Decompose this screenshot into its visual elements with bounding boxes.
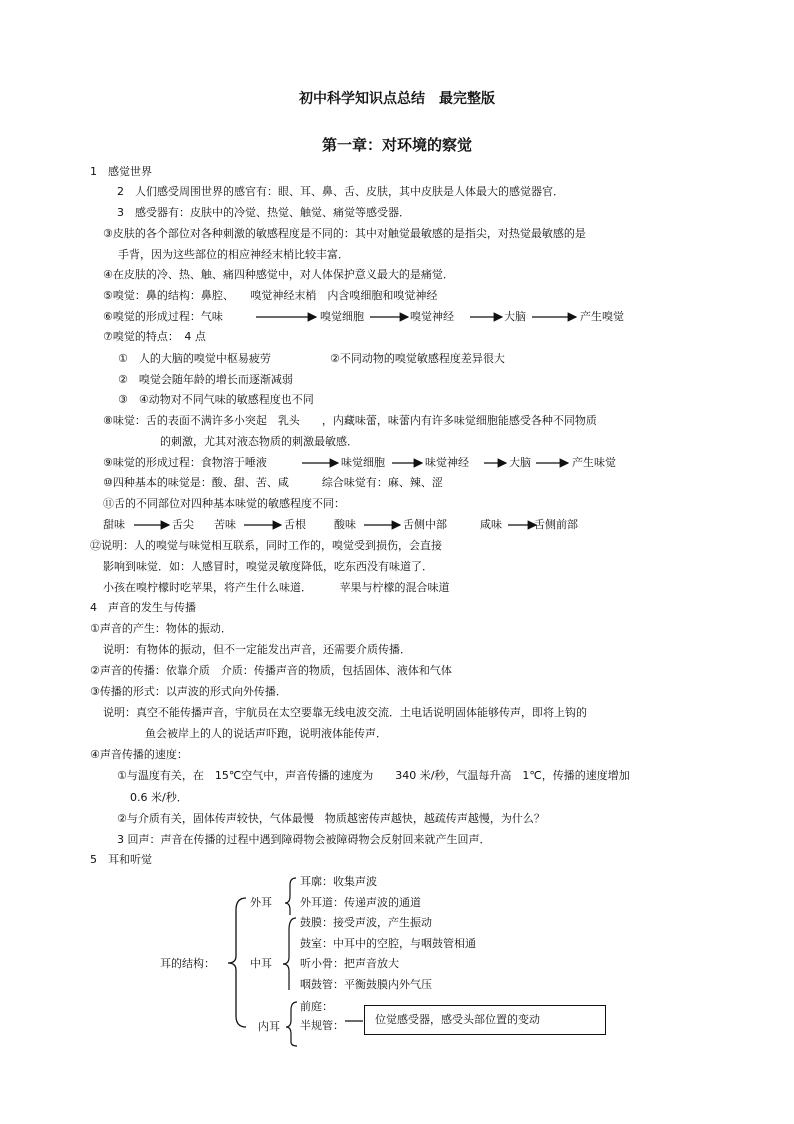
text-line: ⑤嗅觉：鼻的结构：鼻腔、 嗅觉神经末梢 内含嗅细胞和嗅觉神经 xyxy=(103,289,438,302)
text-line: ⑪舌的不同部位对四种基本味觉的敏感程度不同： xyxy=(103,497,345,510)
text-line: ① 人的大脑的嗅觉中枢易疲劳 xyxy=(118,352,271,365)
text-line: ②声音的传播：依靠介质 介质：传播声音的物质，包括固体、液体和气体 xyxy=(90,664,452,677)
text-line: ③传播的形式：以声波的形式向外传播． xyxy=(90,685,287,698)
flow-smell-node: 嗅觉神经 xyxy=(410,310,454,323)
flow-taste-start: ⑨味觉的形成过程：食物溶于唾液 xyxy=(103,456,267,469)
text-line: ⑦嗅觉的特点： 4 点 xyxy=(103,330,206,343)
text-line: ③皮肤的各个部位对各种刺激的敏感程度是不同的：其中对触觉最敏感的是指尖，对热觉最敏感的是 xyxy=(103,227,586,240)
text-line: ⑫说明：人的嗅觉与味觉相互联系，同时工作的，嗅觉受到损伤，会直接 xyxy=(90,539,442,552)
text-line: 3 感受器有：皮肤中的冷觉、热觉、触觉、痛觉等感受器． xyxy=(117,206,410,219)
text-line: ①声音的产生：物体的振动． xyxy=(90,622,232,635)
text-line: 手背，因为这些部位的相应神经末梢比较丰富． xyxy=(118,248,349,261)
doc-title: 初中科学知识点总结 最完整版 xyxy=(299,91,495,107)
flow-taste-end: 产生味觉 xyxy=(572,456,616,469)
flow-smell-node: 大脑 xyxy=(504,310,526,323)
vestibular-box-text: 位觉感受器，感受头部位置的变动 xyxy=(375,1013,540,1026)
ear-middle: 中耳 xyxy=(250,957,272,970)
taste-bitter: 苦味 xyxy=(214,518,236,531)
text-line: ④声音传播的速度： xyxy=(90,748,188,761)
brace-icon xyxy=(285,878,296,915)
ear-structure-root: 耳的结构： xyxy=(160,957,215,970)
brace-icon xyxy=(283,918,296,990)
ear-semicircular: 半规管： xyxy=(300,1019,344,1032)
taste-front: 舌侧前部 xyxy=(534,518,578,531)
ear-tube: 咽鼓管：平衡鼓膜内外气压 xyxy=(300,978,432,991)
ear-cavity: 鼓室：中耳中的空腔，与咽鼓管相通 xyxy=(300,937,476,950)
text-line: 说明：有物体的振动，但不一定能发出声音，还需要介质传播． xyxy=(103,643,411,656)
taste-salty: 咸味 xyxy=(480,518,502,531)
chapter-title: 第一章：对环境的察觉 xyxy=(321,136,472,154)
flow-taste-node: 味觉细胞 xyxy=(341,456,385,469)
text-line: 鱼会被岸上的人的说话声吓跑，说明液体能传声． xyxy=(145,727,387,740)
text-line: ①与温度有关，在 15℃空气中，声音传播的速度为 340 米/秒，气温每升高 1℃，传播的速度增加 xyxy=(117,769,630,782)
ear-canal: 外耳道：传递声波的通道 xyxy=(300,896,421,909)
text-line: 0.6 米/秒． xyxy=(130,791,188,804)
ear-inner: 内耳 xyxy=(258,1020,280,1033)
flow-smell-start: ⑥嗅觉的形成过程：气味 xyxy=(103,310,223,323)
text-line: 3 回声：声音在传播的过程中遇到障碍物会被障碍物会反射回来就产生回声． xyxy=(117,833,491,846)
taste-sweet: 甜味 xyxy=(103,518,125,531)
section-heading: 5 耳和听觉 xyxy=(90,853,152,866)
text-line: 说明：真空不能传播声音，宇航员在太空要靠无线电波交流．土电话说明固体能够传声，即将上钩的 xyxy=(103,706,587,719)
section-heading: 1 感觉世界 xyxy=(90,165,152,178)
text-line: ⑩四种基本的味觉是：酸、甜、苦、咸 综合味觉有：麻、辣、涩 xyxy=(103,476,443,489)
text-line: 的刺激，尤其对液态物质的刺激最敏感． xyxy=(160,435,358,448)
ear-pinna: 耳廓：收集声波 xyxy=(300,875,377,888)
text-line: ④在皮肤的冷、热、触、痛四种感觉中，对人体保护意义最大的是痛觉． xyxy=(103,268,454,281)
text-line: ③ ④动物对不同气味的敏感程度也不同 xyxy=(118,393,314,406)
section-heading: 4 声音的发生与传播 xyxy=(90,601,196,614)
ear-outer: 外耳 xyxy=(250,896,272,909)
text-line: ② 嗅觉会随年龄的增长而逐渐减弱 xyxy=(118,373,293,386)
brace-icon xyxy=(286,1002,297,1046)
text-line: ⑧味觉：舌的表面不满许多小突起 乳头 ，内藏味蕾，味蕾内有许多味觉细胞能感受各种不同物质 xyxy=(103,414,597,427)
text-line: 小孩在嗅柠檬时吃苹果，将产生什么味道． 苹果与柠檬的混合味道 xyxy=(103,581,450,594)
ear-drum: 鼓膜：接受声波，产生振动 xyxy=(300,916,432,929)
text-line: ②与介质有关，固体传声较快，气体最慢 物质越密传声越快，越疏传声越慢，为什么？ xyxy=(117,812,545,825)
brace-icon xyxy=(228,898,246,1027)
flow-taste-node: 味觉神经 xyxy=(425,456,469,469)
ear-vestibule: 前庭： xyxy=(300,1000,333,1013)
flow-taste-node: 大脑 xyxy=(509,456,531,469)
ear-ossicles: 听小骨：把声音放大 xyxy=(300,957,399,970)
text-line: 影响到味觉．如：人感冒时，嗅觉灵敏度降低，吃东西没有味道了． xyxy=(103,560,433,573)
flow-smell-end: 产生嗅觉 xyxy=(580,310,624,323)
text-line: ②不同动物的嗅觉敏感程度差异很大 xyxy=(330,352,505,365)
taste-mid: 舌侧中部 xyxy=(403,518,447,531)
taste-root: 舌根 xyxy=(284,518,306,531)
taste-tip: 舌尖 xyxy=(172,518,194,531)
taste-sour: 酸味 xyxy=(334,518,356,531)
flow-smell-node: 嗅觉细胞 xyxy=(320,310,364,323)
text-line: 2 人们感受周围世界的感官有：眼、耳、鼻、舌、皮肤，其中皮肤是人体最大的感觉器官． xyxy=(117,185,564,198)
